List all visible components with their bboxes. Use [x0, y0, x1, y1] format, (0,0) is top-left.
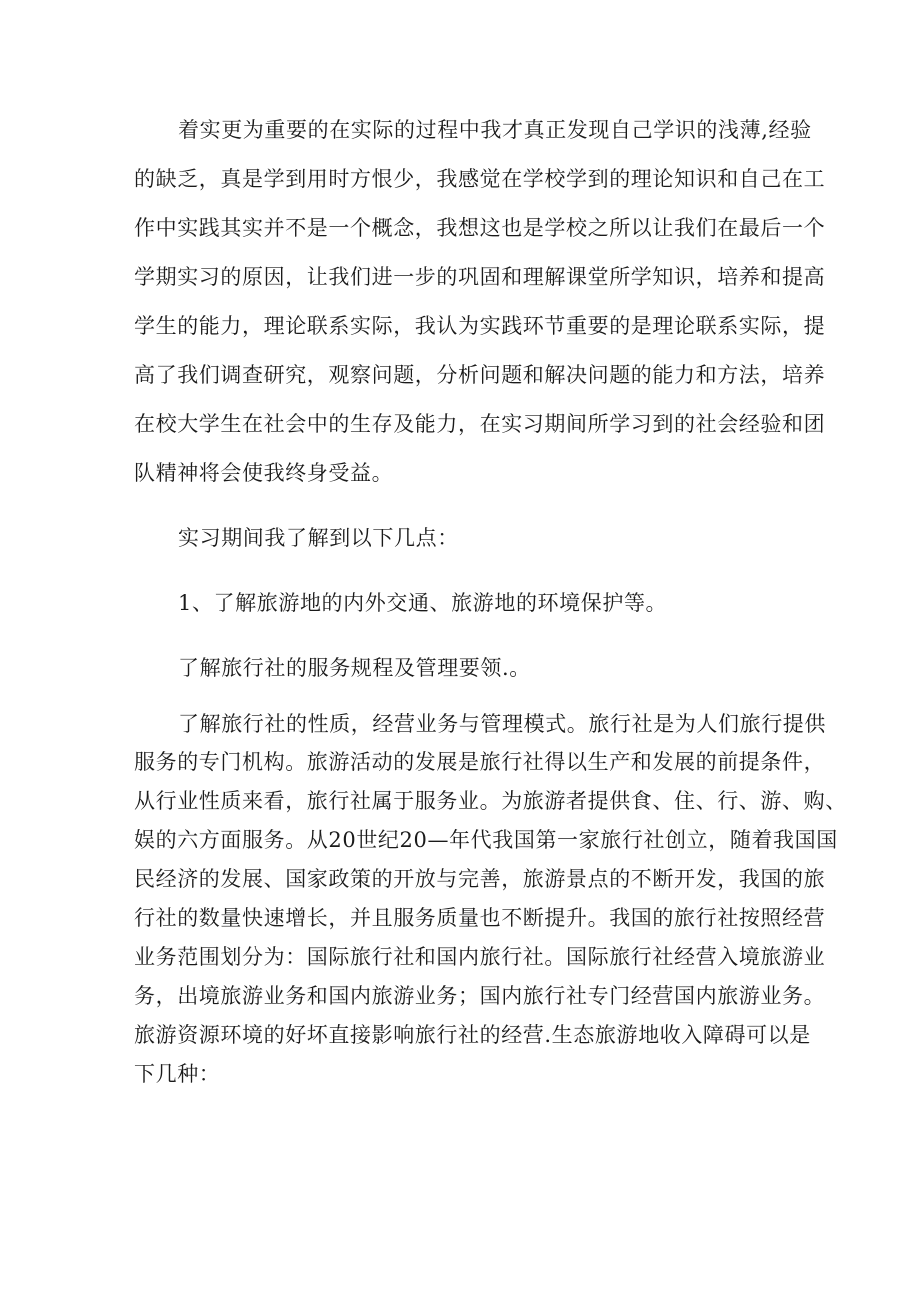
paragraph-line: 民经济的发展、国家政策的开放与完善，旅游景点的不断开发，我国的旅 [134, 867, 826, 891]
paragraph-learned-points-intro: 实习期间我了解到以下几点： [178, 526, 459, 550]
paragraph-travel-agency-rules: 了解旅行社的服务规程及管理要领.。 [178, 656, 531, 680]
paragraph-line: 从行业性质来看，旅行社属于服务业。为旅游者提供食、住、行、游、购、 [134, 789, 847, 813]
paragraph-line: 下几种： [134, 1062, 221, 1086]
paragraph-line: 学生的能力，理论联系实际，我认为实践环节重要的是理论联系实际，提 [134, 314, 826, 338]
paragraph-line: 在校大学生在社会中的生存及能力，在实习期间所学习到的社会经验和团 [134, 412, 826, 436]
paragraph-line: 娱的六方面服务。从20世纪20—年代我国第一家旅行社创立，随着我国国 [134, 828, 838, 852]
paragraph-point-one: 1、了解旅游地的内外交通、旅游地的环境保护等。 [178, 591, 668, 615]
paragraph-line: 了解旅行社的性质，经营业务与管理模式。旅行社是为人们旅行提供 [178, 712, 826, 736]
paragraph-line: 作中实践其实并不是一个概念，我想这也是学校之所以让我们在最后一个 [134, 216, 826, 240]
paragraph-line: 旅游资源环境的好坏直接影响旅行社的经营.生态旅游地收入障碍可以是 [134, 1023, 811, 1047]
paragraph-line: 的缺乏，真是学到用时方恨少，我感觉在学校学到的理论知识和自己在工 [134, 167, 826, 191]
paragraph-line: 服务的专门机构。旅游活动的发展是旅行社得以生产和发展的前提条件， [134, 750, 826, 774]
paragraph-line: 着实更为重要的在实际的过程中我才真正发现自己学识的浅薄,经验 [178, 118, 812, 142]
paragraph-line: 学期实习的原因，让我们进一步的巩固和理解课堂所学知识，培养和提高 [134, 265, 826, 289]
paragraph-line: 业务范围划分为：国际旅行社和国内旅行社。国际旅行社经营入境旅游业 [134, 945, 826, 969]
paragraph-line: 队精神将会使我终身受益。 [134, 461, 394, 485]
paragraph-line: 行社的数量快速增长，并且服务质量也不断提升。我国的旅行社按照经营 [134, 906, 826, 930]
paragraph-line: 高了我们调查研究，观察问题，分析问题和解决问题的能力和方法，培养 [134, 363, 826, 387]
paragraph-line: 务，出境旅游业务和国内旅游业务；国内旅行社专门经营国内旅游业务。 [134, 984, 826, 1008]
